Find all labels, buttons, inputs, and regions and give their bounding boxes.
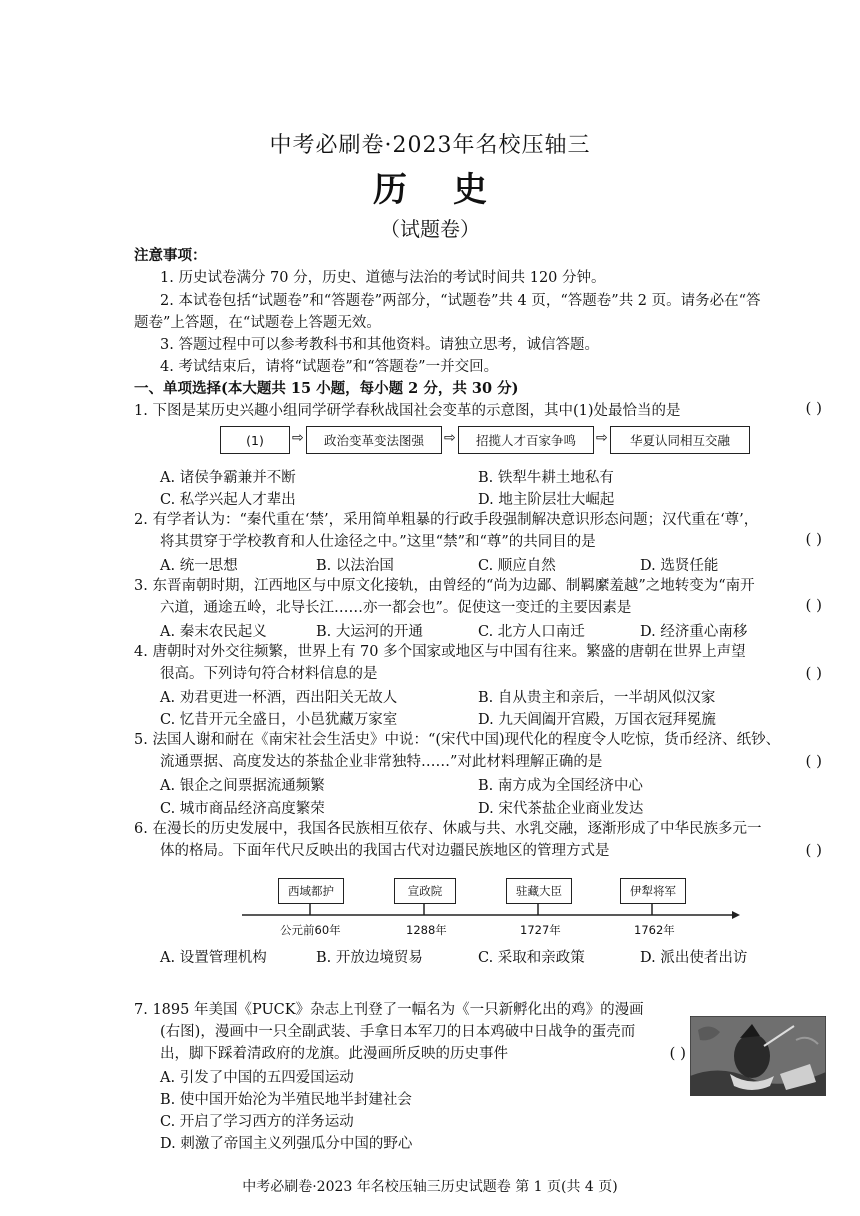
q3-stem: 3. 东晋南朝时期，江西地区与中原文化接轨，由曾经的“尚为边鄙、制羁縻羞越”之地转变为“南开 — [134, 578, 755, 594]
option: C. 开启了学习西方的洋务运动 — [160, 1114, 354, 1130]
flow-box: 招揽人才百家争鸣 — [458, 426, 594, 454]
notice-title: 注意事项： — [134, 247, 207, 264]
timeline-event: 宣政院 — [394, 878, 456, 904]
option: D. 九天阊阖开宫殿，万国衣冠拜冕旒 — [478, 712, 716, 728]
notice-item: 1. 历史试卷满分 70 分，历史、道德与法治的考试时间共 120 分钟。 — [160, 270, 606, 286]
option: C. 北方人口南迁 — [478, 624, 585, 640]
option: A. 银企之间票据流通频繁 — [160, 778, 325, 794]
option: D. 地主阶层壮大崛起 — [478, 492, 615, 508]
notice-item: 题卷”上答题，在“试题卷上答题无效。 — [134, 315, 381, 331]
exam-series-title: 中考必刷卷·2023年名校压轴三 — [269, 133, 591, 158]
subject-title: 历史 — [373, 170, 533, 210]
option: C. 忆昔开元全盛日，小邑犹藏万家室 — [160, 712, 398, 728]
option: C. 顺应自然 — [478, 558, 556, 574]
flow-arrow: ⇨ — [444, 430, 456, 446]
q1-stem: 1. 下图是某历史兴趣小组同学研学春秋战国社会变革的示意图，其中(1)处最恰当的是 — [134, 403, 681, 419]
option: B. 以法治国 — [316, 558, 394, 574]
answer-paren: ( ) — [805, 664, 822, 682]
timeline-event: 西域都护 — [278, 878, 344, 904]
option: B. 使中国开始沦为半殖民地半封建社会 — [160, 1092, 412, 1108]
paper-type: （试题卷） — [380, 217, 480, 241]
flow-arrow: ⇨ — [292, 430, 304, 446]
timeline-event: 驻藏大臣 — [506, 878, 572, 904]
page-footer: 中考必刷卷·2023 年名校压轴三历史试题卷 第 1 页(共 4 页) — [242, 1179, 618, 1195]
notice-item: 4. 考试结束后，请将“试题卷”和“答题卷”一并交回。 — [160, 359, 499, 375]
timeline-date: 1288年 — [406, 923, 447, 937]
timeline-event: 伊犁将军 — [620, 878, 686, 904]
option: A. 设置管理机构 — [160, 950, 267, 966]
timeline-date: 1762年 — [634, 923, 675, 937]
option: B. 铁犁牛耕土地私有 — [478, 470, 614, 486]
option: A. 劝君更进一杯酒，西出阳关无故人 — [160, 690, 398, 706]
answer-paren: ( ) — [805, 596, 822, 614]
q7-stem: 7. 1895 年美国《PUCK》杂志上刊登了一幅名为《一只新孵化出的鸡》的漫画 — [134, 1002, 644, 1018]
answer-paren: ( ) — [805, 841, 822, 859]
flow-box: 政治变革变法图强 — [306, 426, 442, 454]
q6-stem: 体的格局。下面年代尺反映出的我国古代对边疆民族地区的管理方式是 — [160, 843, 610, 859]
option: A. 引发了中国的五四爱国运动 — [160, 1070, 354, 1086]
option: C. 采取和亲政策 — [478, 950, 585, 966]
q2-stem: 2. 有学者认为：“秦代重在‘禁’，采用简单粗暴的行政手段强制解决意识形态问题；汉代重在‘尊’， — [134, 512, 759, 528]
q5-stem: 5. 法国人谢和耐在《南宋社会生活史》中说：“(宋代中国)现代化的程度令人吃惊，货币经济、纸钞、 — [134, 732, 781, 748]
answer-paren: ( ) — [805, 399, 822, 417]
option: A. 统一思想 — [160, 558, 238, 574]
q4-stem: 很高。下列诗句符合材料信息的是 — [160, 666, 378, 682]
flow-box: (1) — [220, 426, 290, 454]
notice-item: 3. 答题过程中可以参考教科书和其他资料。请独立思考，诚信答题。 — [160, 337, 599, 353]
option: C. 城市商品经济高度繁荣 — [160, 801, 325, 817]
timeline-date: 公元前60年 — [280, 923, 341, 937]
q3-stem: 六道，通途五岭，北导长江……亦一都会也”。促使这一变迁的主要因素是 — [160, 600, 632, 616]
option: D. 刺激了帝国主义列强瓜分中国的野心 — [160, 1136, 413, 1152]
q7-stem: (右图)，漫画中一只全副武装、手拿日本军刀的日本鸡破中日战争的蛋壳而 — [160, 1024, 636, 1040]
option: A. 秦末农民起义 — [160, 624, 267, 640]
timeline-date: 1727年 — [520, 923, 561, 937]
q6-stem: 6. 在漫长的历史发展中，我国各民族相互依存、休戚与共、水乳交融，逐渐形成了中华民族多元一 — [134, 821, 762, 837]
option: D. 宋代茶盐企业商业发达 — [478, 801, 644, 817]
q4-stem: 4. 唐朝时对外交往频繁，世界上有 70 多个国家或地区与中国有往来。繁盛的唐朝在世界上声望 — [134, 644, 746, 660]
option: D. 派出使者出访 — [640, 950, 748, 966]
notice-item: 2. 本试卷包括“试题卷”和“答题卷”两部分，“试题卷”共 4 页，“答题卷”共 2 页。请务必在“答 — [160, 293, 761, 309]
answer-paren: ( ) — [805, 752, 822, 770]
option: B. 自从贵主和亲后，一半胡风似汉家 — [478, 690, 716, 706]
flow-arrow: ⇨ — [596, 430, 608, 446]
option: A. 诸侯争霸兼并不断 — [160, 470, 296, 486]
option: D. 经济重心南移 — [640, 624, 748, 640]
q2-stem: 将其贯穿于学校教育和人仕途径之中。”这里“禁”和“尊”的共同目的是 — [160, 534, 596, 550]
flow-box: 华夏认同相互交融 — [610, 426, 750, 454]
option: B. 南方成为全国经济中心 — [478, 778, 643, 794]
q7-stem: 出，脚下踩着清政府的龙旗。此漫画所反映的历史事件 — [160, 1046, 508, 1062]
option: C. 私学兴起人才辈出 — [160, 492, 296, 508]
option: B. 大运河的开通 — [316, 624, 423, 640]
answer-paren: ( ) — [669, 1044, 686, 1062]
answer-paren: ( ) — [805, 530, 822, 548]
option: D. 选贤任能 — [640, 558, 719, 574]
section-title: 一、单项选择(本大题共 15 小题，每小题 2 分，共 30 分) — [134, 380, 519, 397]
cartoon-image — [690, 1016, 826, 1096]
option: B. 开放边境贸易 — [316, 950, 423, 966]
q5-stem: 流通票据、高度发达的茶盐企业非常独特……”对此材料理解正确的是 — [160, 754, 603, 770]
